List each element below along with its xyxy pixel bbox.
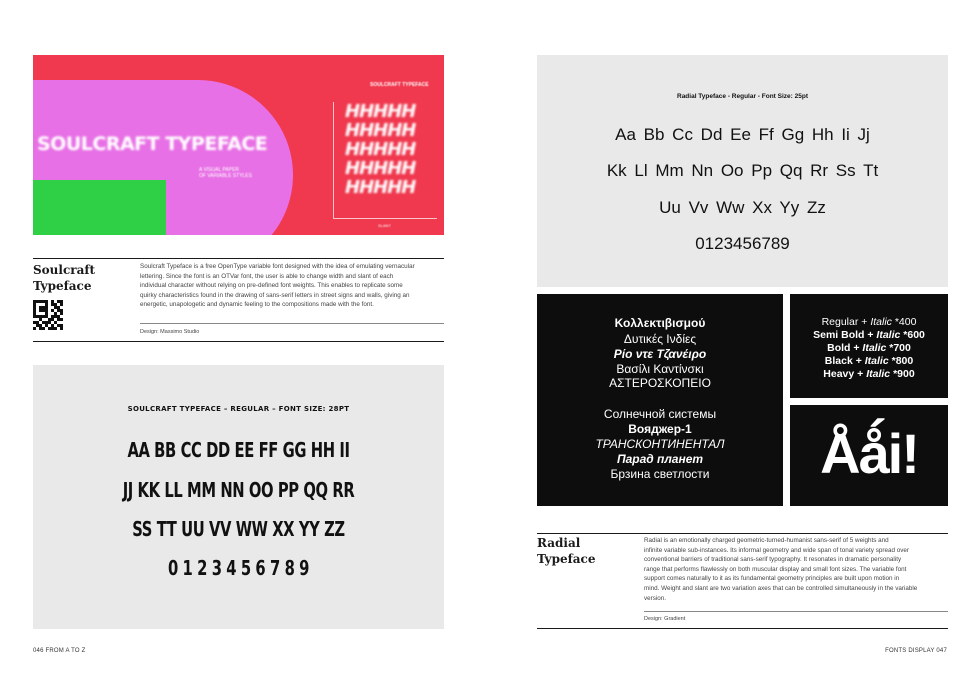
sample-line: Δυτικές Ινδίες (623, 332, 697, 346)
radial-credit: Design: Gradient (644, 616, 686, 622)
specimen-row: 0123456789 (695, 234, 790, 253)
page-folio-left: 046 FROM A TO Z (33, 648, 86, 654)
sample-line: Брзина светлости (610, 467, 710, 481)
specimen-row: JJ KK LL MM NN OO PP QQ RR (122, 478, 355, 502)
soulcraft-specimen (33, 365, 444, 629)
sample-line: ΑΣΤΕΡΟΣΚΟΠΕΙΟ (609, 376, 711, 390)
divider (537, 628, 948, 629)
specimen-row: Kk Ll Mm Nn Oo Pp Qq Rr Ss Tt (606, 161, 879, 180)
soulcraft-description: Soulcraft Typeface is a free OpenType variable font designed with the idea of emulating vernacular lettering. Since the font is an OTVar font, the user is able to change width and slant of each individual character without relying on pre-defined font weights. This enables to replicate some quirky characteristics found in the drawing of sans-serif letters in street signs and walls, giving an energetic, unapologetic and dynamic feeling to the compositions made with the font. (140, 263, 415, 309)
soulcraft-credit: Design: Massimo Studio (140, 329, 200, 335)
specimen-caption: SOULCRAFT TYPEFACE – REGULAR – FONT SIZE: 28PT (127, 405, 350, 413)
glyph-sample-text: Åǻi! (820, 422, 918, 485)
hero-letter-grid: HHHHH HHHHH HHHHH HHHHH HHHHH (345, 101, 416, 198)
hero-axis-horizontal (333, 218, 437, 219)
hero-title: SOULCRAFT TYPEFACE (37, 133, 268, 155)
soulcraft-name: Soulcraft Typeface (33, 263, 96, 293)
divider (33, 341, 444, 342)
sample-line: Парад планет (616, 452, 704, 466)
weight-line-semibold: Semi Bold + Italic *600 (813, 329, 925, 341)
sample-line: Солнечной системы (603, 407, 717, 421)
weight-line-regular: Regular + Italic *400 (821, 316, 917, 328)
specimen-row: AA BB CC DD EE FF GG HH II (127, 438, 350, 462)
sample-line: ТРАНСКОНТИНЕНТАЛ (595, 437, 725, 451)
radial-specimen (537, 55, 948, 287)
radial-name: Radial Typeface (537, 536, 596, 566)
qr-module (60, 327, 63, 330)
divider (140, 323, 444, 324)
radial-description: Radial is an emotionally charged geometric-turned-humanist sans-serif of 5 weights and infinite variable sub-instances. Its informal geometry and wide span of tonal variety spread over conventional barriers of traditional sans-serif typography. It resonates in dramatic personality range that performs flawlessly on both muscular display and small font sizes. The variable font support comes naturally to it as its fundamental geometry principles are built upon motion in mind. Weight and slant are two variation axes that can be controlled simultaneously in the variable version. (644, 537, 918, 602)
sample-line: Κολλεκτιβισμού (614, 316, 706, 330)
divider (537, 533, 948, 534)
hero-panel-caption: SOULCRAFT TYPEFACE (370, 82, 429, 88)
specimen-row: SS TT UU VV WW XX YY ZZ (132, 517, 345, 541)
qr-code-icon[interactable] (33, 300, 63, 330)
specimen-row: Uu Vv Ww Xx Yy Zz (659, 198, 826, 217)
sample-line: Ρίο ντε Τζανέιρο (613, 347, 707, 361)
specimen-caption: Radial Typeface - Regular - Font Size: 25pt (677, 93, 808, 100)
hero-axis-label: SLANT (378, 223, 391, 228)
divider (33, 258, 444, 259)
weight-line-heavy: Heavy + Italic *900 (823, 368, 915, 380)
weights-sample (790, 294, 948, 398)
hero-subtitle: A VISUAL PAPER OF VARIABLE STYLES (199, 167, 252, 179)
glyph-sample (790, 405, 948, 506)
hero-green-block (33, 180, 166, 235)
specimen-row: Aa Bb Cc Dd Ee Ff Gg Hh Ii Jj (615, 125, 870, 144)
weight-line-black: Black + Italic *800 (824, 355, 914, 367)
page-folio-right: FONTS DISPLAY 047 (885, 648, 947, 654)
hero-axis-vertical (333, 102, 334, 218)
soulcraft-hero-image (33, 55, 444, 235)
weight-line-bold: Bold + Italic *700 (827, 342, 911, 354)
specimen-row: 0 1 2 3 4 5 6 7 8 9 (167, 556, 310, 580)
sample-line: Вояджер-1 (628, 422, 692, 436)
multiscript-sample (537, 294, 783, 506)
divider (644, 611, 948, 612)
sample-line: Βασίλι Καντίνσκι (616, 362, 704, 376)
